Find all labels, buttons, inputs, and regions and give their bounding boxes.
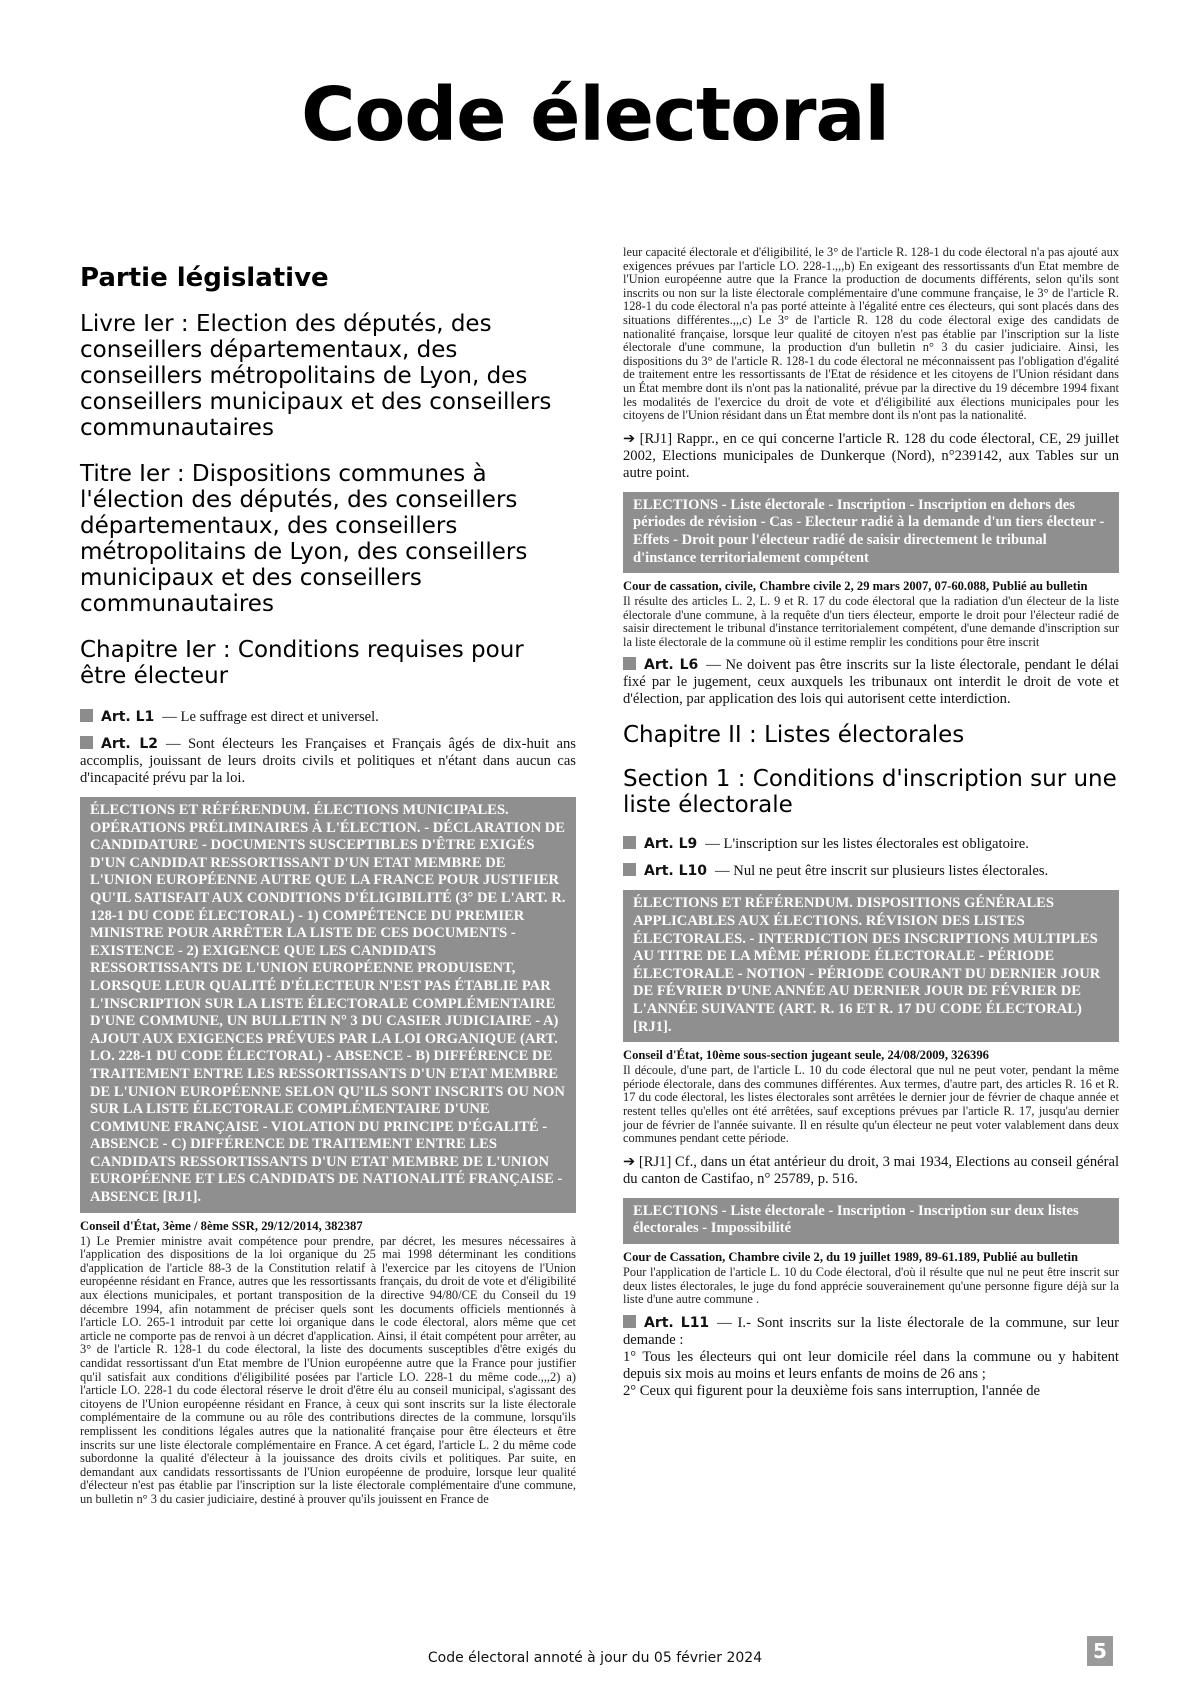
article-l2 [80, 736, 576, 787]
article-l1 [80, 709, 576, 726]
jurisprudence-text: Il résulte des articles L. 2, L. 9 et R. 17 du code électoral que la radiation d'un électeur de la liste électorale d'une commune, à la requête d'un tiers électeur, emporte le droit pour l'électeur radié de saisir directement le tribunal d'instance territorialement compétent, d'une demande d'inscription sur la liste électorale de la commune où il estime remplir les conditions pour être inscrit [623, 594, 1119, 649]
article-number: Art. L1 [101, 709, 155, 725]
article-l10 [623, 863, 1119, 880]
article-paragraph: 2° Ceux qui figurent pour la deuxième fois sans interruption, l'année de [623, 1382, 1040, 1399]
footer-area [0, 1615, 1190, 1683]
jurisprudence-summary-box: ÉLECTIONS ET RÉFÉRENDUM. DISPOSITIONS GÉNÉRALES APPLICABLES AUX ÉLECTIONS. RÉVISION DES LISTES ÉLECTORALES. - INTERDICTION DES INSCRIPTIONS MULTIPLES AU TITRE DE LA MÊME PÉRIODE ÉLECTORALE - PÉRIODE ÉLECTORALE - NOTION - PÉRIODE COURANT DU DERNIER JOUR DE FÉVRIER D'UNE ANNÉE AU DERNIER JOUR DE FÉVRIER DE L'ANNÉE SUIVANTE (ART. R. 16 ET R. 17 DU CODE ÉLECTORAL) [RJ1]. [623, 890, 1119, 1042]
square-bullet-icon [623, 1315, 636, 1328]
left-column [80, 263, 576, 1515]
reference-note [623, 1154, 1119, 1188]
article-number: Art. L9 [644, 836, 698, 853]
titre-heading: Titre Ier : Dispositions communes à l'élection des députés, des conseillers départementaux, des conseillers métropolitains de Lyon, des conseillers municipaux et des conseillers communautaires [80, 461, 528, 617]
jurisprudence-source: Conseil d'État, 3ème / 8ème SSR, 29/12/2014, 382387 [80, 1218, 363, 1233]
article-paragraph: 1° Tous les électeurs qui ont leur domicile réel dans la commune ou y habitent depuis six mois au moins et leurs enfants de moins de 26 ans ; [623, 1348, 1119, 1382]
arrow-right-icon: ➔ [623, 1153, 636, 1170]
article-text: — Nul ne peut être inscrit sur plusieurs listes électorales. [715, 863, 1049, 880]
article-number: Art. L10 [644, 863, 708, 880]
square-bullet-icon [623, 657, 636, 670]
jurisprudence-source: Conseil d'État, 10ème sous-section jugeant seule, 24/08/2009, 326396 [623, 1048, 989, 1063]
jurisprudence-summary-box: ELECTIONS - Liste électorale - Inscription - Inscription sur deux listes électorales - Impossibilité [623, 1198, 1119, 1244]
square-bullet-icon [80, 709, 93, 722]
jurisprudence-text: Il découle, d'une part, de l'article L. 10 du code électoral que nul ne peut voter, pendant la même période électorale, dans des communes différentes. Aux termes, d'autre part, des articles R. 16 et R. 17 du code électoral, les listes électorales sont arrêtées le dernier jour de février de chaque année et restent telles qu'elles ont été arrêtées, sauf exceptions prévues par l'article R. 17, jusqu'au dernier jour de février de l'année suivante. Il en résulte qu'un électeur ne peut voter valablement dans deux communes pendant cette période. [623, 1063, 1119, 1146]
article-text: — Ne doivent pas être inscrits sur la liste électorale, pendant le délai fixé par le jugement, ceux auxquels les tribunaux ont interdit le droit de vote et d'élection, par application des lois qui autorisent cette interdiction. [623, 657, 1119, 708]
right-column [623, 246, 1119, 1400]
jurisprudence-text: 1) Le Premier ministre avait compétence pour prendre, par décret, les mesures nécessaires à l'application des dispositions de la loi organique du 25 mai 1998 déterminant les conditions d'application de l'article 88-3 de la Constitution relatif à l'exercice par les citoyens de l'Union européenne résidant en France, autres que les ressortissants français, du droit de vote et d'éligibilité aux élections municipales, et portant transposition de la directive 94/80/CE du Conseil du 19 décembre 1994, afin notamment de préciser quels sont les documents officiels mentionnés à l'article LO. 265-1 introduit par cette loi organique dans le code électoral, alors même que cet article ne comporte pas de renvoi à un décret d'application. Ainsi, il était compétent pour arrêter, au 3° de l'article R. 128-1 du code électoral, la liste des documents susceptibles d'être exigés du candidat ressortissant d'un Etat membre de l'Union européenne autre que la France pour justifier qu'il satisfait aux conditions d'éligibilité posées par l'article LO. 228-1 du même code.,,,2) a) l'article LO. 228-1 du code électoral réserve le droit d'être élu au conseil municipal, s'agissant des citoyens de l'Union européenne résidant en France, à ceux qui sont inscrits sur la liste électorale complémentaire de la commune ou au rôle des contributions directes de la commune, lorsqu'ils remplissent les conditions légales autres que la nationalité française pour être électeurs et être inscrits sur une liste électorale complémentaire en France. A cet égard, l'article L. 2 du même code subordonne la qualité d'électeur à la jouissance des droits civils et politiques. Par suite, en demandant aux candidats ressortissants de l'Union européenne de produire, lorsque leur qualité d'électeur n'est pas établie par l'inscription sur la liste électorale complémentaire d'une commune, un bulletin n° 3 du casier judiciaire, destiné à prouver qu'ils jouissent en France de [80, 1233, 576, 1506]
jurisprudence-source: Cour de cassation, civile, Chambre civile 2, 29 mars 2007, 07-60.088, Publié au bulletin [623, 579, 1088, 594]
partie-heading: Partie législative [80, 263, 329, 293]
reference-text: [RJ1] Rappr., en ce qui concerne l'article R. 128 du code électoral, CE, 29 juillet 2002, Elections municipales de Dunkerque (Nord), n°239142, aux Tables sur un autre point. [623, 430, 1119, 481]
jurisprudence-text-continued: leur capacité électorale et d'éligibilité, le 3° de l'article R. 128-1 du code électoral n'a pas ajouté aux exigences prévues par l'article LO. 228-1.,,,b) En exigeant des ressortissants d'un Etat membre de l'Union européenne autre que la France la production de documents différents, selon qu'ils sont inscrits ou non sur la liste électorale complémentaire d'une commune française, le 3° de l'article R. 128-1 du code électoral n'a pas porté atteinte à l'égalité entre ces électeurs, qui sont placés dans des situations différentes.,,,c) Le 3° de l'article R. 128 du code électoral exige des candidats de nationalité française, lorsque leur qualité de citoyen n'est pas établie par l'inscription sur la liste électorale d'une commune, la production d'un bulletin n° 3 du casier judiciaire. Ainsi, les dispositions du 3° de l'article R. 128-1 du code électoral ne méconnaissent pas l'obligation d'égalité de traitement entre les ressortissants de l'Etat de résidence et les citoyens de l'Union résidant dans un État membre dont ils n'ont pas la nationalité, prévue par la directive du 19 décembre 1994 fixant les modalités de l'exercice du droit de vote et d'éligibilité aux élections municipales pour les citoyens de l'Union résidant dans un État membre dont ils n'ont pas la nationalité. [623, 245, 1119, 423]
livre-heading: Livre Ier : Election des députés, des conseillers départementaux, des conseillers métropolitains de Lyon, des conseillers municipaux et des conseillers communautaires [80, 311, 552, 441]
article-text: — L'inscription sur les listes électorales est obligatoire. [705, 836, 1029, 853]
square-bullet-icon [80, 736, 93, 749]
article-text: — Le suffrage est direct et universel. [162, 709, 379, 725]
article-number: Art. L2 [101, 736, 158, 752]
page-title: Code électoral [301, 72, 889, 158]
jurisprudence-summary-box: ELECTIONS - Liste électorale - Inscription - Inscription en dehors des périodes de révision - Cas - Electeur radié à la demande d'un tiers électeur - Effets - Droit pour l'électeur radié de saisir directement le tribunal d'instance territorialement compétent [623, 492, 1119, 573]
section-heading: Section 1 : Conditions d'inscription sur une liste électorale [623, 766, 1117, 819]
square-bullet-icon [623, 836, 636, 849]
reference-text: [RJ1] Cf., dans un état antérieur du droit, 3 mai 1934, Elections au conseil général du canton de Castifao, n° 25789, p. 516. [623, 1153, 1119, 1187]
jurisprudence-summary-box: ÉLECTIONS ET RÉFÉRENDUM. ÉLECTIONS MUNICIPALES. OPÉRATIONS PRÉLIMINAIRES À L'ÉLECTION. - DÉCLARATION DE CANDIDATURE - DOCUMENTS SUSCEPTIBLES D'ÊTRE EXIGÉS D'UN CANDIDAT RESSORTISSANT D'UN ETAT MEMBRE DE L'UNION EUROPÉENNE AUTRE QUE LA FRANCE POUR JUSTIFIER QU'IL SATISFAIT AUX CONDITIONS D'ÉLIGIBILITÉ (3° DE L'ART. R. 128-1 DU CODE ÉLECTORAL) - 1) COMPÉTENCE DU PREMIER MINISTRE POUR ARRÊTER LA LISTE DE CES DOCUMENTS - EXISTENCE - 2) EXIGENCE QUE LES CANDIDATS RESSORTISSANTS DE L'UNION EUROPÉENNE PRODUISENT, LORSQUE LEUR QUALITÉ D'ÉLECTEUR N'EST PAS ÉTABLIE PAR L'INSCRIPTION SUR LA LISTE ÉLECTORALE COMPLÉMENTAIRE D'UNE COMMUNE, UN BULLETIN N° 3 DU CASIER JUDICIAIRE - A) AJOUT AUX EXIGENCES PRÉVUES PAR LA LOI ORGANIQUE (ART. LO. 228-1 DU CODE ÉLECTORAL) - ABSENCE - B) DIFFÉRENCE DE TRAITEMENT ENTRE LES RESSORTISSANTS D'UN ETAT MEMBRE DE L'UNION EUROPÉENNE SELON QU'ILS SONT INSCRITS OU NON SUR LA LISTE ÉLECTORALE COMPLÉMENTAIRE D'UNE COMMUNE FRANÇAISE - VIOLATION DU PRINCIPE D'ÉGALITÉ - ABSENCE - C) DIFFÉRENCE DE TRAITEMENT ENTRE LES CANDIDATS RESSORTISSANTS D'UN ETAT MEMBRE DE L'UNION EUROPÉENNE ET LES CANDIDATS DE NATIONALITÉ FRANÇAISE - ABSENCE [RJ1]. [80, 797, 576, 1213]
article-text: — Sont électeurs les Françaises et Français âgés de dix-huit ans accomplis, jouissant de leurs droits civils et politiques et n'étant dans aucun cas d'incapacité prévu par la loi. [80, 736, 576, 786]
article-l11 [623, 1315, 1119, 1349]
chapitre-heading: Chapitre Ier : Conditions requises pour être électeur [80, 637, 524, 689]
article-text: — I.- Sont inscrits sur la liste électorale de la commune, sur leur demande : [623, 1314, 1119, 1348]
page-footer: Code électoral annoté à jour du 05 février 2024 [427, 1650, 763, 1666]
arrow-right-icon: ➔ [623, 430, 636, 447]
square-bullet-icon [623, 863, 636, 876]
article-l9 [623, 836, 1119, 853]
page-number: 5 [1087, 1636, 1113, 1666]
jurisprudence-source: Cour de Cassation, Chambre civile 2, du 19 juillet 1989, 89-61.189, Publié au bulletin [623, 1249, 1079, 1264]
article-l6 [623, 657, 1119, 708]
article-number: Art. L11 [644, 1314, 710, 1331]
chapitre-heading: Chapitre II : Listes électorales [623, 722, 965, 749]
article-number: Art. L6 [644, 657, 699, 674]
reference-note [623, 431, 1119, 482]
jurisprudence-text: Pour l'application de l'article L. 10 du Code électoral, d'où il résulte que nul ne peut être inscrit sur deux listes électorales, le juge du fond apprécie souverainement qu'une personne figure déjà sur la liste d'une autre commune . [623, 1264, 1119, 1307]
